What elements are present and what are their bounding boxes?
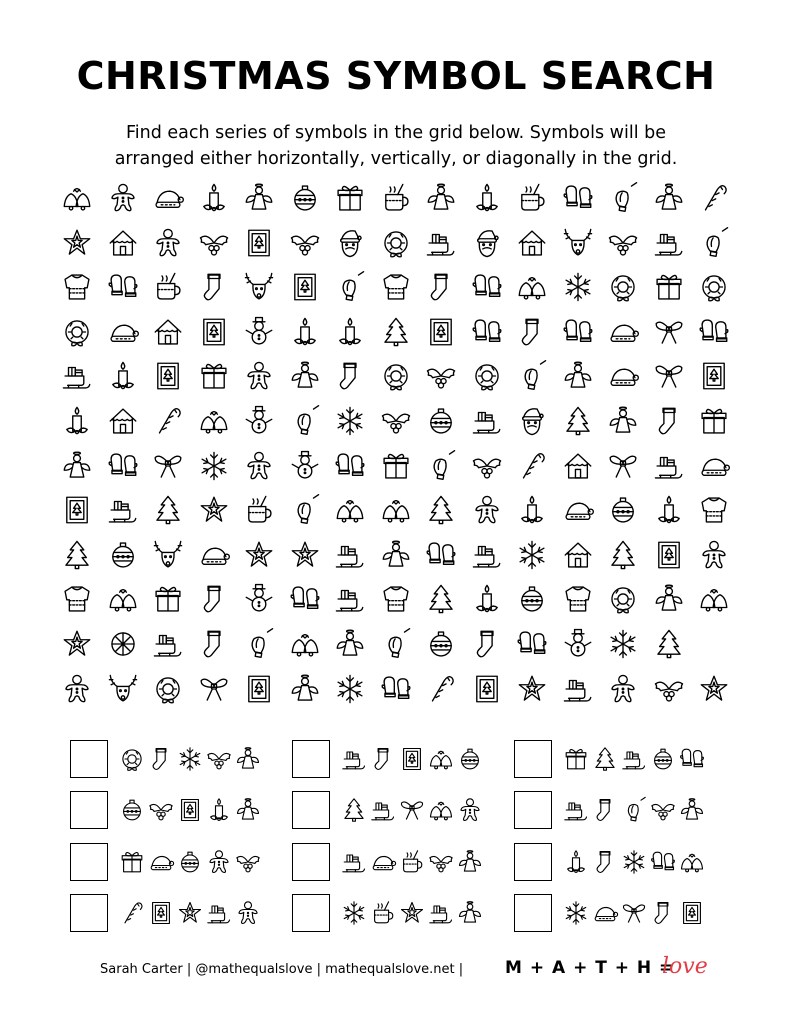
symbol-grid [60, 181, 732, 704]
snowflake-icon [333, 404, 367, 438]
peppermint-icon [106, 627, 140, 661]
mittens-icon [678, 745, 706, 773]
stocking-icon [470, 627, 504, 661]
tree-icon [424, 582, 458, 616]
card-icon [470, 672, 504, 706]
angel-icon [379, 538, 413, 572]
answer-checkbox[interactable] [70, 843, 108, 881]
gingerbread-icon [697, 538, 731, 572]
gift-icon [197, 359, 231, 393]
snowman-icon [242, 582, 276, 616]
candle-icon [333, 315, 367, 349]
wreath-icon [697, 270, 731, 304]
gingerbread-icon [606, 672, 640, 706]
ornament-icon [456, 745, 484, 773]
stocking-icon [515, 315, 549, 349]
santa-icon [470, 226, 504, 260]
sleigh-icon [333, 582, 367, 616]
bow-icon [652, 315, 686, 349]
holly-icon [288, 226, 322, 260]
candle-icon [205, 796, 233, 824]
stocking-icon [333, 359, 367, 393]
holly-icon [234, 848, 262, 876]
sleigh-icon [620, 745, 648, 773]
ornament-icon [424, 404, 458, 438]
bow-icon [197, 672, 231, 706]
star-icon [176, 899, 204, 927]
card-icon [197, 315, 231, 349]
reindeer-icon [151, 538, 185, 572]
bells-icon [515, 270, 549, 304]
snowman-icon [561, 627, 595, 661]
candycane-icon [515, 449, 549, 483]
hat-icon [606, 315, 640, 349]
answer-checkbox[interactable] [70, 791, 108, 829]
snowman-icon [288, 449, 322, 483]
tree-icon [424, 493, 458, 527]
mittens-icon [515, 627, 549, 661]
angel-icon [60, 449, 94, 483]
tree-icon [151, 493, 185, 527]
sleigh-icon [470, 404, 504, 438]
symbol-series [514, 791, 724, 829]
gingerbread-icon [60, 672, 94, 706]
footer-logo-love: love [662, 954, 708, 979]
bow-icon [652, 359, 686, 393]
snowflake-icon [562, 899, 590, 927]
mittens-icon [470, 315, 504, 349]
santa-icon [515, 404, 549, 438]
symbol-series [292, 791, 502, 829]
holly-icon [424, 359, 458, 393]
holly-icon [427, 848, 455, 876]
tree-icon [60, 538, 94, 572]
gift-icon [652, 270, 686, 304]
candle-icon [562, 848, 590, 876]
footer-credit: Sarah Carter | @mathequalslove | mathequalslove.net | [100, 962, 464, 977]
card-icon [678, 899, 706, 927]
snowman-icon [242, 315, 276, 349]
hat-icon [106, 315, 140, 349]
angel-icon [652, 582, 686, 616]
bow-icon [620, 899, 648, 927]
bulb-icon [333, 270, 367, 304]
wreath-icon [379, 226, 413, 260]
candle-icon [470, 181, 504, 215]
mug-icon [379, 181, 413, 215]
wreath-icon [470, 359, 504, 393]
card-icon [176, 796, 204, 824]
star-icon [398, 899, 426, 927]
symbol-series [70, 894, 280, 932]
symbol-series [292, 740, 502, 778]
hat-icon [697, 449, 731, 483]
sleigh-icon [427, 899, 455, 927]
santa-icon [333, 226, 367, 260]
reindeer-icon [561, 226, 595, 260]
mittens-icon [379, 672, 413, 706]
hat-icon [561, 493, 595, 527]
wreath-icon [606, 582, 640, 616]
card-icon [652, 538, 686, 572]
holly-icon [147, 796, 175, 824]
bulb-icon [424, 449, 458, 483]
mittens-icon [106, 449, 140, 483]
snowflake-icon [515, 538, 549, 572]
gingerbread-icon [205, 848, 233, 876]
bells-icon [697, 582, 731, 616]
stocking-icon [591, 796, 619, 824]
tree-icon [652, 627, 686, 661]
gingerbread-icon [234, 899, 262, 927]
ornament-icon [288, 181, 322, 215]
symbol-series [514, 740, 724, 778]
house-icon [561, 538, 595, 572]
gift-icon [118, 848, 146, 876]
sleigh-icon [561, 672, 595, 706]
sleigh-icon [106, 493, 140, 527]
bells-icon [333, 493, 367, 527]
candle-icon [515, 493, 549, 527]
candle-icon [106, 359, 140, 393]
hat-icon [147, 848, 175, 876]
snowflake-icon [561, 270, 595, 304]
wreath-icon [60, 315, 94, 349]
card-icon [242, 226, 276, 260]
stocking-icon [197, 270, 231, 304]
holly-icon [606, 226, 640, 260]
angel-icon [652, 181, 686, 215]
snowflake-icon [176, 745, 204, 773]
angel-icon [424, 181, 458, 215]
wreath-icon [118, 745, 146, 773]
ornament-icon [515, 582, 549, 616]
mittens-icon [697, 315, 731, 349]
gingerbread-icon [470, 493, 504, 527]
bells-icon [427, 745, 455, 773]
tree-icon [379, 315, 413, 349]
candle-icon [470, 582, 504, 616]
angel-icon [288, 359, 322, 393]
house-icon [106, 226, 140, 260]
bells-icon [379, 493, 413, 527]
symbol-series [292, 843, 502, 881]
instructions-line-1: Find each series of symbols in the grid below. Symbols will be [126, 123, 666, 143]
sleigh-icon [424, 226, 458, 260]
mug-icon [515, 181, 549, 215]
sleigh-icon [470, 538, 504, 572]
hat-icon [606, 359, 640, 393]
star-icon [60, 627, 94, 661]
mittens-icon [106, 270, 140, 304]
card-icon [151, 359, 185, 393]
mittens-icon [424, 538, 458, 572]
symbol-series [514, 843, 724, 881]
sleigh-icon [333, 538, 367, 572]
answer-checkbox[interactable] [292, 843, 330, 881]
answer-checkbox[interactable] [292, 894, 330, 932]
stocking-icon [197, 582, 231, 616]
bow-icon [398, 796, 426, 824]
ornament-icon [118, 796, 146, 824]
angel-icon [234, 796, 262, 824]
card-icon [147, 899, 175, 927]
page-title: CHRISTMAS SYMBOL SEARCH [76, 54, 716, 98]
reindeer-icon [242, 270, 276, 304]
stocking-icon [369, 745, 397, 773]
angel-icon [561, 359, 595, 393]
card-icon [398, 745, 426, 773]
ornament-icon [649, 745, 677, 773]
star-icon [288, 538, 322, 572]
answer-checkbox[interactable] [70, 740, 108, 778]
answer-checkbox[interactable] [292, 791, 330, 829]
sleigh-icon [340, 745, 368, 773]
holly-icon [197, 226, 231, 260]
snowflake-icon [197, 449, 231, 483]
stocking-icon [591, 848, 619, 876]
mug-icon [369, 899, 397, 927]
answer-checkbox[interactable] [514, 894, 552, 932]
bulb-icon [288, 493, 322, 527]
card-icon [60, 493, 94, 527]
bulb-icon [606, 181, 640, 215]
angel-icon [234, 745, 262, 773]
bulb-icon [515, 359, 549, 393]
stocking-icon [649, 899, 677, 927]
sleigh-icon [562, 796, 590, 824]
gift-icon [562, 745, 590, 773]
mittens-icon [649, 848, 677, 876]
star-icon [60, 226, 94, 260]
candycane-icon [697, 181, 731, 215]
snowflake-icon [340, 899, 368, 927]
hat-icon [591, 899, 619, 927]
sweater-icon [60, 270, 94, 304]
snowflake-icon [606, 627, 640, 661]
house-icon [515, 226, 549, 260]
footer [0, 954, 792, 982]
hat-icon [369, 848, 397, 876]
candle-icon [652, 493, 686, 527]
card-icon [288, 270, 322, 304]
holly-icon [470, 449, 504, 483]
bells-icon [288, 627, 322, 661]
answer-checkbox[interactable] [292, 740, 330, 778]
house-icon [561, 449, 595, 483]
mittens-icon [333, 449, 367, 483]
mittens-icon [288, 582, 322, 616]
holly-icon [379, 404, 413, 438]
sleigh-icon [60, 359, 94, 393]
bulb-icon [620, 796, 648, 824]
ornament-icon [106, 538, 140, 572]
sleigh-icon [205, 899, 233, 927]
gift-icon [333, 181, 367, 215]
house-icon [106, 404, 140, 438]
snowflake-icon [620, 848, 648, 876]
symbol-series [70, 791, 280, 829]
answer-checkbox[interactable] [514, 843, 552, 881]
sleigh-icon [151, 627, 185, 661]
wreath-icon [606, 270, 640, 304]
stocking-icon [424, 270, 458, 304]
holly-icon [652, 672, 686, 706]
candycane-icon [151, 404, 185, 438]
wreath-icon [151, 672, 185, 706]
angel-icon [456, 848, 484, 876]
angel-icon [242, 181, 276, 215]
bulb-icon [697, 226, 731, 260]
gingerbread-icon [242, 449, 276, 483]
footer-logo: M + A + T + H = [505, 958, 675, 978]
stocking-icon [147, 745, 175, 773]
sweater-icon [561, 582, 595, 616]
bow-icon [151, 449, 185, 483]
ornament-icon [176, 848, 204, 876]
gift-icon [379, 449, 413, 483]
mug-icon [151, 270, 185, 304]
bells-icon [678, 848, 706, 876]
symbol-series [514, 894, 724, 932]
sweater-icon [60, 582, 94, 616]
tree-icon [606, 538, 640, 572]
holly-icon [205, 745, 233, 773]
hat-icon [151, 181, 185, 215]
bow-icon [606, 449, 640, 483]
candycane-icon [424, 672, 458, 706]
star-icon [697, 672, 731, 706]
mug-icon [398, 848, 426, 876]
house-icon [151, 315, 185, 349]
wreath-icon [379, 359, 413, 393]
snowman-icon [242, 404, 276, 438]
bulb-icon [288, 404, 322, 438]
bells-icon [427, 796, 455, 824]
mittens-icon [561, 315, 595, 349]
symbol-series [70, 740, 280, 778]
tree-icon [561, 404, 595, 438]
symbol-series [292, 894, 502, 932]
gingerbread-icon [106, 181, 140, 215]
tree-icon [340, 796, 368, 824]
sleigh-icon [652, 449, 686, 483]
answer-checkbox[interactable] [514, 791, 552, 829]
bulb-icon [242, 627, 276, 661]
holly-icon [649, 796, 677, 824]
ornament-icon [424, 627, 458, 661]
mittens-icon [561, 181, 595, 215]
angel-icon [606, 404, 640, 438]
star-icon [515, 672, 549, 706]
hat-icon [197, 538, 231, 572]
sweater-icon [379, 270, 413, 304]
card-icon [242, 672, 276, 706]
sweater-icon [379, 582, 413, 616]
sweater-icon [697, 493, 731, 527]
star-icon [242, 538, 276, 572]
sleigh-icon [369, 796, 397, 824]
gift-icon [697, 404, 731, 438]
star-icon [197, 493, 231, 527]
candle-icon [60, 404, 94, 438]
mittens-icon [470, 270, 504, 304]
gingerbread-icon [242, 359, 276, 393]
bells-icon [60, 181, 94, 215]
answer-checkbox[interactable] [514, 740, 552, 778]
bulb-icon [379, 627, 413, 661]
gift-icon [151, 582, 185, 616]
ornament-icon [606, 493, 640, 527]
angel-icon [288, 672, 322, 706]
card-icon [424, 315, 458, 349]
sleigh-icon [340, 848, 368, 876]
bells-icon [197, 404, 231, 438]
stocking-icon [652, 404, 686, 438]
snowflake-icon [333, 672, 367, 706]
instructions-line-2: arranged either horizontally, vertically, or diagonally in the grid. [114, 149, 678, 169]
candycane-icon [118, 899, 146, 927]
sleigh-icon [652, 226, 686, 260]
card-icon [697, 359, 731, 393]
candle-icon [288, 315, 322, 349]
gingerbread-icon [151, 226, 185, 260]
reindeer-icon [106, 672, 140, 706]
instructions [60, 120, 732, 172]
angel-icon [333, 627, 367, 661]
candle-icon [197, 181, 231, 215]
bells-icon [106, 582, 140, 616]
angel-icon [456, 899, 484, 927]
gingerbread-icon [456, 796, 484, 824]
stocking-icon [197, 627, 231, 661]
tree-icon [591, 745, 619, 773]
answer-checkbox[interactable] [70, 894, 108, 932]
mug-icon [242, 493, 276, 527]
angel-icon [678, 796, 706, 824]
symbol-series [70, 843, 280, 881]
